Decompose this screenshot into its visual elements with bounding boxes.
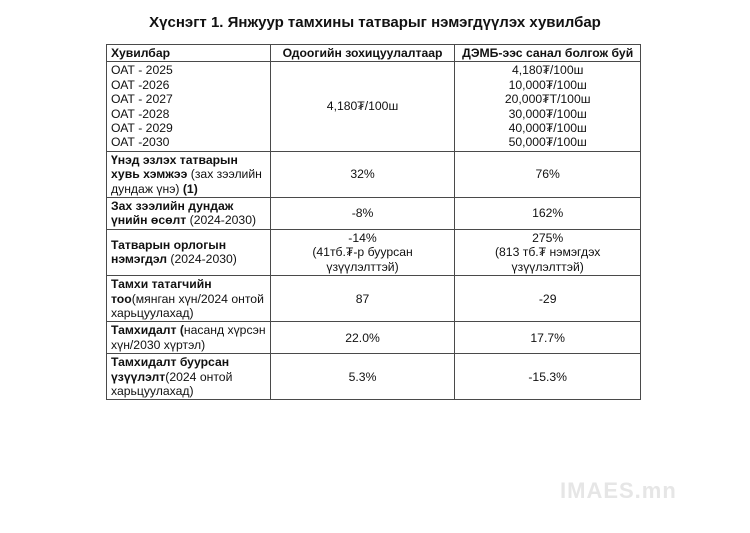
who-value-cell bbox=[455, 151, 641, 197]
row-label-detail: (2024-2030) bbox=[186, 213, 257, 228]
who-rates-cell bbox=[455, 62, 641, 151]
table-row bbox=[107, 198, 641, 230]
row-label bbox=[107, 354, 271, 400]
row-label bbox=[107, 151, 271, 197]
row-label-note: (1) bbox=[182, 181, 198, 196]
current-value-cell bbox=[270, 322, 455, 354]
header-option: Хувилбар bbox=[107, 45, 271, 62]
who-rate-value: 30,000₮/100ш bbox=[508, 106, 587, 121]
who-value: 17.7% bbox=[530, 330, 565, 345]
row-label bbox=[107, 322, 271, 354]
table-row bbox=[107, 322, 641, 354]
year-label: ОАТ - 2025 bbox=[111, 63, 173, 78]
current-value: (41тб.₮-р буурсан үзүүлэлттэй) bbox=[312, 245, 413, 274]
row-label-detail: (мянган хүн/2024 онтой харьцуулахад) bbox=[111, 291, 264, 320]
who-value-cell bbox=[455, 354, 641, 400]
current-value: -8% bbox=[351, 206, 374, 221]
who-rate-value: 10,000₮/100ш bbox=[508, 77, 587, 92]
row-label bbox=[107, 198, 271, 230]
current-value-cell bbox=[270, 354, 455, 400]
table-row bbox=[107, 229, 641, 275]
row-label-bold: Татварын орлогын нэмэгдэл bbox=[111, 238, 227, 267]
row-label-bold: Тамхидалт буурсан үзүүлэлт bbox=[111, 355, 230, 384]
current-value-cell bbox=[270, 276, 455, 322]
current-value-cell bbox=[270, 229, 455, 275]
who-value: 275% bbox=[532, 230, 564, 245]
current-rate-cell: 4,180₮/100ш bbox=[270, 62, 455, 151]
row-label-detail: (зах зээлийн дундаж үнэ) bbox=[111, 167, 262, 196]
year-label: ОАТ - 2029 bbox=[111, 121, 173, 136]
years-cell bbox=[107, 62, 271, 151]
who-value-cell bbox=[455, 229, 641, 275]
who-value-cell bbox=[455, 198, 641, 230]
who-rate-value: 40,000₮/100ш bbox=[508, 121, 587, 136]
who-value: 162% bbox=[532, 206, 564, 221]
row-label-bold: Зах зээлийн дундаж үнийн өсөлт bbox=[111, 199, 234, 228]
current-value-cell bbox=[270, 198, 455, 230]
row-label-detail: (2024-2030) bbox=[167, 252, 237, 267]
who-rate-value: 50,000₮/100ш bbox=[508, 135, 587, 150]
header-who: ДЭМБ-ээс санал болгож буй bbox=[455, 45, 641, 62]
row-label-bold: Үнэд эзлэх татварын хувь хэмжээ bbox=[111, 152, 238, 182]
header-row bbox=[107, 45, 641, 62]
table-row bbox=[107, 151, 641, 197]
row-label bbox=[107, 229, 271, 275]
row-label-detail: насанд хүрсэн хүн/2030 хүртэл) bbox=[111, 323, 266, 352]
header-current: Одоогийн зохицуулалтаар bbox=[270, 45, 455, 62]
year-label: ОАТ -2026 bbox=[111, 77, 170, 92]
who-value: -29 bbox=[538, 291, 557, 306]
row-label-detail: (2024 онтой харьцуулахад) bbox=[111, 369, 233, 398]
who-rate-value: 20,000₮Т/100ш bbox=[504, 92, 591, 107]
year-label: ОАТ - 2027 bbox=[111, 92, 173, 107]
years-row bbox=[107, 62, 641, 151]
current-value: 22.0% bbox=[345, 330, 380, 345]
who-value: -15.3% bbox=[528, 369, 567, 384]
watermark: IMAES.mn bbox=[560, 478, 677, 503]
row-label-bold: Тамхидалт ( bbox=[111, 323, 184, 338]
page-title: Хүснэгт 1. Янжуур тамхины татварыг нэмэгдүүлэх хувилбар bbox=[149, 14, 601, 31]
tax-options-table bbox=[106, 44, 641, 400]
who-rate-value: 4,180₮/100ш bbox=[511, 63, 584, 78]
who-value: (813 тб.₮ нэмэгдэх үзүүлэлттэй) bbox=[494, 245, 601, 274]
current-value-cell bbox=[270, 151, 455, 197]
who-value: 76% bbox=[535, 167, 560, 182]
current-value: 5.3% bbox=[348, 369, 377, 384]
who-value-cell bbox=[455, 276, 641, 322]
current-value: 32% bbox=[350, 167, 375, 182]
year-label: ОАТ -2030 bbox=[111, 135, 170, 150]
current-value: 87 bbox=[355, 291, 370, 306]
row-label-bold: Тамхи татагчийн тоо bbox=[111, 277, 212, 306]
table-row bbox=[107, 276, 641, 322]
table-row bbox=[107, 354, 641, 400]
who-value-cell bbox=[455, 322, 641, 354]
current-value: -14% bbox=[348, 230, 377, 245]
row-label bbox=[107, 276, 271, 322]
year-label: ОАТ -2028 bbox=[111, 106, 170, 121]
